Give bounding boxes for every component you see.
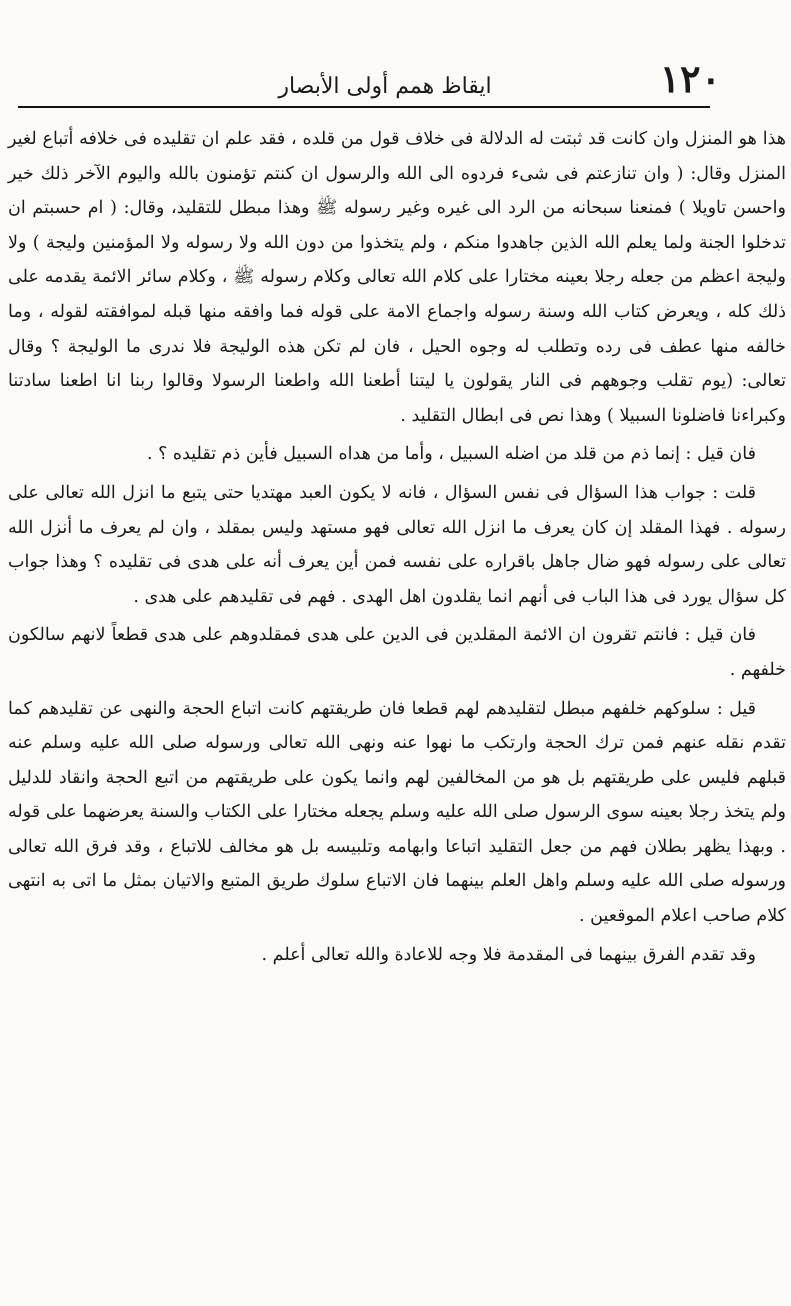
page-header [0, 56, 791, 112]
paragraph: وقد تقدم الفرق بينهما فى المقدمة فلا وجه للاعادة والله تعالى أعلم . [261, 944, 756, 965]
paragraph: قيل : سلوكهم خلفهم مبطل لتقليدهم لهم قطعا فان طريقتهم كانت اتباع الحجة والنهى عن تقليدهم كما تقدم نقله عنهم فمن ترك الحجة وارتكب ما نهوا عنه ونهى الله تعالى ورسوله صلى الله عليه وسلم عنه قبلهم فليس على طريقتهم بل هو من المخالفين لهم وانما يكون على طريقتهم من اتبع الحجة وانقاد للدليل ولم يتخذ رجلا بعينه سوى الرسول صلى الله عليه وسلم يجعله مختارا على الكتاب والسنة يعرضهما على قوله . وبهذا يظهر بطلان فهم من جعل التقليد اتباعا وابهامه وتلبيسه بل هو مخالف للاتباع ، وقد فرق الله تعالى ورسوله صلى الله عليه وسلم واهل العلم بينهما فان الاتباع سلوك طريق المتبع والاتيان بمثل ما اتى به انتهى كلام صاحب اعلام الموقعين . [8, 698, 786, 927]
page-number: ١٢٠ [659, 56, 721, 101]
paragraph: فان قيل : فانتم تقرون ان الائمة المقلدين فى الدين على هدى فمقلدوهم على هدى قطعاً لانهم سالكون خلفهم . [8, 625, 786, 680]
paragraph: فان قيل : إنما ذم من قلد من اضله السبيل ، وأما من هداه السبيل فأين ذم تقليده ؟ . [146, 444, 756, 465]
paragraph: قلت : جواب هذا السؤال فى نفس السؤال ، فانه لا يكون العبد مهتديا حتى يتبع ما انزل الله تعالى على رسوله . فهذا المقلد إن كان يعرف ما انزل الله تعالى فهو مستهد وليس بمقلد ، وان لم يعرف ما أنزل الله تعالى على رسوله فهو ضال جاهل باقراره على نفسه فمن أين يعرف أنه على هدى فى تقليده ؟ وهذا جواب كل سؤال يورد فى هذا الباب فى أنهم انما يقلدون اهل الهدى . فهم فى تقليدهم على هدى . [8, 482, 786, 607]
paragraph: هذا هو المنزل وان كانت قد ثبتت له الدلالة فى خلاف قول من قلده ، فقد علم ان تقليده فى خلافه أتباع لغير المنزل وقال: ( وان تنازعتم فى شىء فردوه الى الله والرسول ان كنتم تؤمنون بالله واليوم الآخر ذلك خير واحسن تاويلا ) فمنعنا سبحانه من الرد الى غيره وغير رسوله ﷺ وهذا مبطل للتقليد، وقال: ( ام حسبتم ان تدخلوا الجنة ولما يعلم الله الذين جاهدوا منكم ، ولم يتخذوا من دون الله ولا رسوله ولا المؤمنين وليجة ) ولا وليجة اعظم من جعله رجلا بعينه مختارا على كلام الله تعالى وكلام رسوله ﷺ ، وكلام سائر الائمة يقدمه على ذلك كله ، ويعرض كتاب الله وسنة رسوله واجماع الامة على قوله فما وافقه منها قبله لموافقته لقوله ، وما خالفه منها عطف فى رده وتطلب له وجوه الحيل ، فان لم تكن هذه الوليجة فلا ندرى ما الوليجة ؟ وقال تعالى: (يوم تقلب وجوههم فى النار يقولون يا ليتنا أطعنا الله واطعنا الرسولا وقالوا ربنا انا اطعنا سادتنا وكبراءنا فاضلونا السبيلا ) وهذا نص فى ابطال التقليد . [8, 129, 786, 426]
running-title: ايقاظ همم أولى الأبصار [278, 74, 492, 99]
body-text [8, 122, 786, 976]
header-rule [18, 106, 710, 108]
